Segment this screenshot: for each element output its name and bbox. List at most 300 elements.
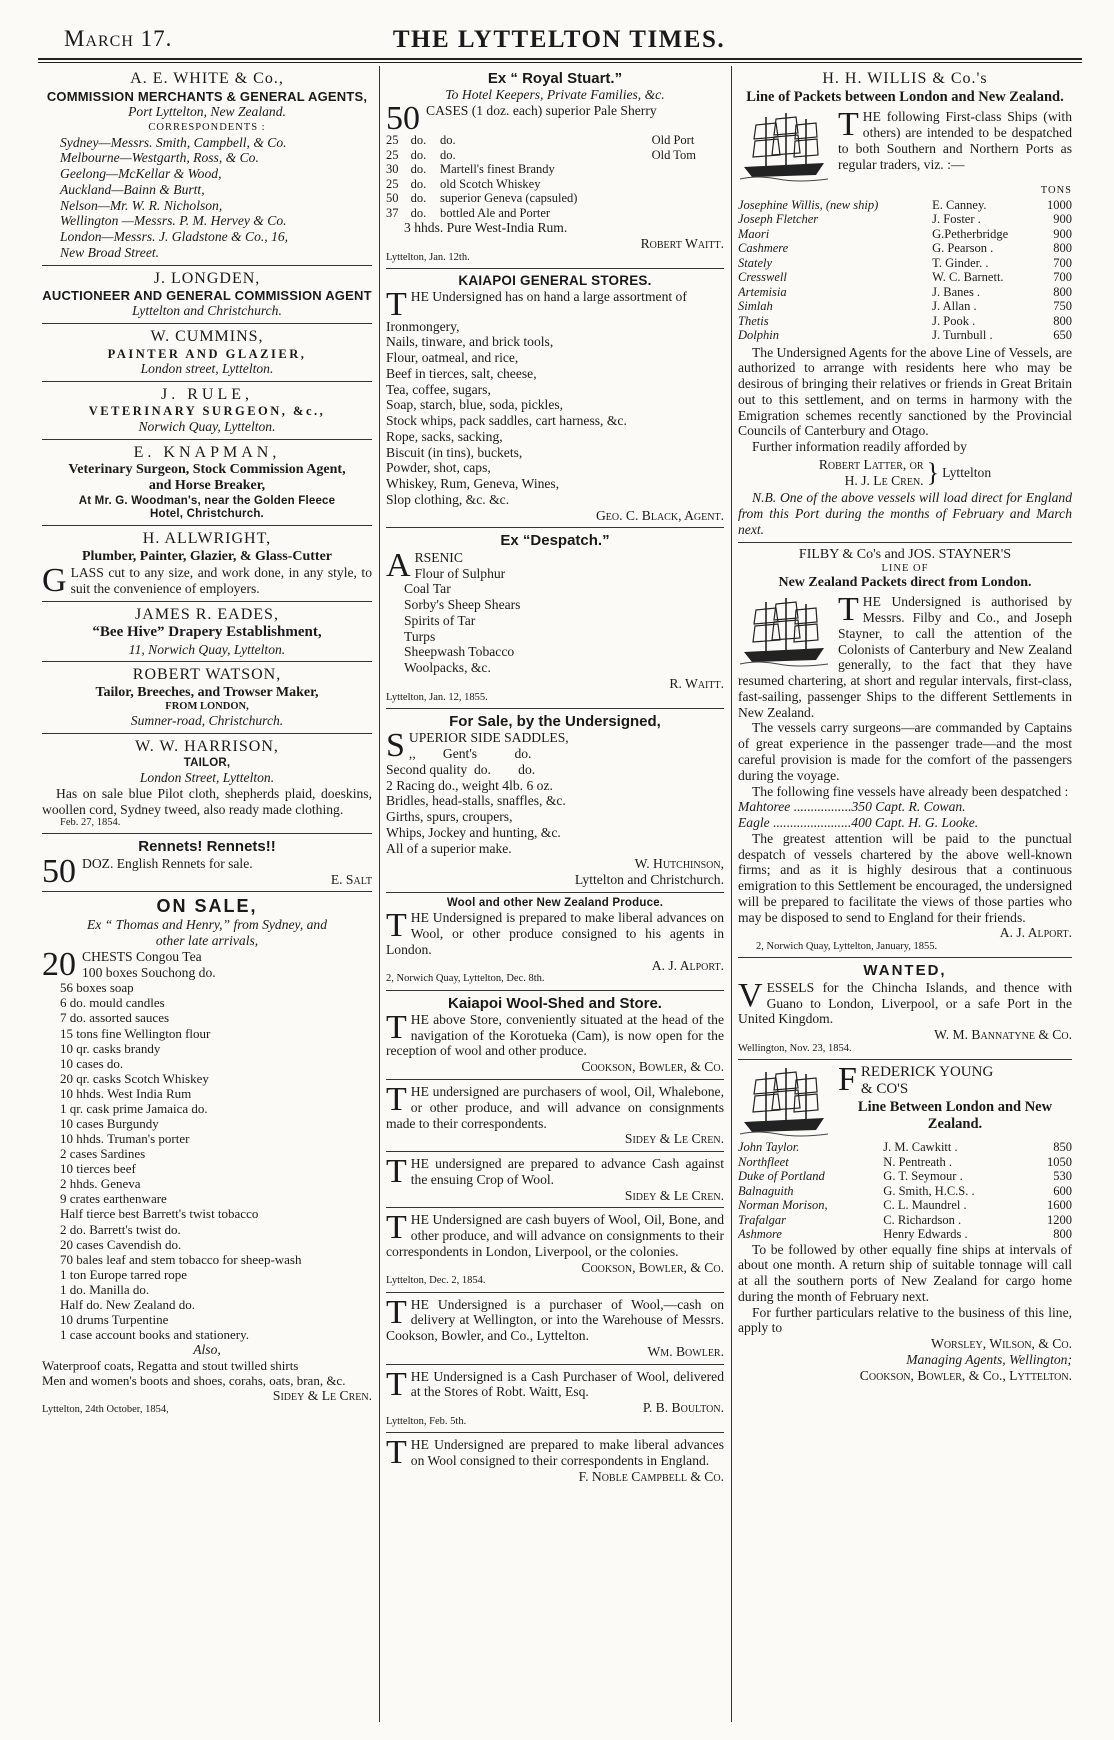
table-cell: G. Smith, H.C.S. . <box>883 1183 975 1198</box>
table-cell: 800 <box>1053 284 1072 299</box>
last-item: 3 hhds. Pure West-India Rum. <box>404 220 568 236</box>
advertiser-place: 11, Norwich Quay, Lyttelton. <box>128 641 286 657</box>
ad-body: HE Undersigned has on hand a large assortment of <box>410 288 687 304</box>
advertiser-place: London Street, Lyttelton. <box>139 769 275 785</box>
table-cell: T. Ginder. . <box>932 255 989 270</box>
advertiser-title-2: and Horse Breaker, <box>148 478 266 494</box>
table-cell: Old Tom <box>651 147 696 162</box>
also-label: Also, <box>193 1342 221 1358</box>
list-item: 1 qr. cask prime Jamaica do. <box>60 1100 208 1116</box>
table-cell: 25 <box>386 147 399 162</box>
drop-cap: T <box>838 591 859 629</box>
ad-signature-2: Cookson, Bowler, & Co., Lyttelton. <box>859 1367 1072 1383</box>
table-cell: Maori <box>738 226 770 241</box>
table-cell: J. Banes . <box>932 284 981 299</box>
ad-knapman <box>42 440 372 527</box>
list-item: Sydney—Messrs. Smith, Campbell, & Co. <box>60 134 287 150</box>
table-cell: J. M. Cawkitt . <box>883 1140 958 1154</box>
drop-cap: T <box>386 1365 407 1403</box>
list-item: Sorby's Sheep Shears <box>404 597 521 613</box>
ad-kaiapoi-stores <box>386 269 724 529</box>
ad-body-4: The greatest attention will be paid to the punctual despatch of vessels chartered by the above well-known firms; and as it is highly desirous that a continuous emigration to this Settlement be encouraged, the undersigned will be prepared to facilitate the views of those parties who may be disposed to send to England for their friends. <box>738 830 1072 925</box>
ad-subheading: Ex “ Thomas and Henry,” from Sydney, and <box>86 917 328 933</box>
masthead-rule-thin <box>38 62 1082 63</box>
table-cell: 25 <box>386 176 399 191</box>
ad-watson <box>42 662 372 734</box>
further-info: For further particulars relative to the business of this line, apply to <box>738 1304 1072 1336</box>
ad-heading: Kaiapoi Wool-Shed and Store. <box>448 994 662 1012</box>
ad-date: 2, Norwich Quay, Lyttelton, Dec. 8th. <box>386 973 545 985</box>
advertiser-origin: FROM LONDON, <box>165 701 249 713</box>
table-row <box>386 162 724 177</box>
advertiser-name-2: & CO'S <box>860 1081 909 1098</box>
ad-body: DOZ. English Rennets for sale. <box>82 855 253 871</box>
advertiser-title: VETERINARY SURGEON, &c., <box>88 404 326 419</box>
table-row <box>738 1227 1072 1242</box>
table-row <box>386 191 724 206</box>
table-cell: C. Richardson . <box>883 1212 962 1227</box>
table-cell: 800 <box>1053 241 1072 256</box>
ad-rule <box>42 382 372 440</box>
list-item: Nails, tinware, and brick tools, <box>386 334 554 350</box>
big-number: 50 <box>42 852 76 890</box>
table-row <box>738 1155 1072 1170</box>
list-item: Bridles, head-stalls, snaffles, &c. <box>386 793 566 809</box>
table-row <box>738 212 1072 227</box>
table-cell: 850 <box>1053 1140 1072 1154</box>
table-cell: N. Pentreath . <box>883 1154 953 1169</box>
drop-cap: T <box>386 1434 407 1472</box>
table-cell: Balnaguith <box>738 1183 794 1198</box>
advertiser-place: Port Lyttelton, New Zealand. <box>128 103 286 119</box>
list-item: 10 hhds. Truman's porter <box>60 1131 190 1147</box>
table-cell: 800 <box>1053 313 1072 328</box>
list-item: 6 do. mould candles <box>60 995 165 1011</box>
masthead <box>38 22 1080 52</box>
ad-heading: Rennets! Rennets!! <box>138 838 276 856</box>
ad-signature: A. J. Alport. <box>651 957 724 973</box>
drop-cap: T <box>386 1153 407 1191</box>
table-row <box>738 1140 1072 1155</box>
sailing-ship-icon <box>738 111 830 185</box>
list-item: Wellington —Messrs. P. M. Hervey & Co. <box>60 213 287 229</box>
ad-heading: Ex “ Royal Stuart.” <box>487 70 623 87</box>
correspondents-heading: CORRESPONDENTS : <box>148 122 266 134</box>
list-item: 10 qr. casks brandy <box>60 1040 161 1056</box>
ad-white <box>42 66 372 266</box>
agent-name: Robert Latter, or <box>818 456 924 472</box>
advertiser-name: J. RULE, <box>161 385 253 403</box>
ad-rennets <box>42 834 372 892</box>
list-item: 1 ton Europe tarred rope <box>60 1266 188 1282</box>
list-item: Second quality do. do. <box>386 761 536 777</box>
drop-cap: V <box>738 976 763 1014</box>
ad-signature: Cookson, Bowler, & Co. <box>581 1259 724 1275</box>
advertiser-name: ROBERT WATSON, <box>132 666 282 684</box>
advertiser-title: Line of Packets between London and New Zealand. <box>746 88 1064 105</box>
advertiser-title: PAINTER AND GLAZIER, <box>107 346 307 361</box>
table-cell: 50 <box>386 191 399 206</box>
ad-alport-wool <box>386 893 724 991</box>
ad-signature: Sidey & Le Cren. <box>624 1131 724 1147</box>
drop-cap: F <box>838 1061 857 1098</box>
advertiser-title: TAILOR, <box>183 756 231 769</box>
ad-body: HE Undersigned are prepared to make liberal advances on Wool consigned to their correspondents in England. <box>410 1437 724 1468</box>
table-cell: J. Foster . <box>932 212 981 227</box>
advertiser-place: Sumner-road, Christchurch. <box>130 713 284 729</box>
table-cell: Norman Morison, <box>738 1198 828 1212</box>
table-cell: John Taylor. <box>738 1140 800 1154</box>
drop-cap: T <box>386 1008 407 1046</box>
advertiser-title: Line Between London and New Zealand. <box>857 1098 1053 1132</box>
ad-title: New Zealand Packets direct from London. <box>778 575 1032 591</box>
ad-date: Lyttelton, Dec. 2, 1854. <box>386 1275 486 1287</box>
table-cell: J. Turnbull . <box>932 328 993 343</box>
ad-royal-stuart <box>386 66 724 269</box>
ad-heading: ON SALE, <box>156 896 258 917</box>
ad-signature: A. J. Alport. <box>999 925 1072 941</box>
ad-body: LASS cut to any size, and work done, in any style, to suit the convenience of employers. <box>70 565 372 596</box>
table-cell: bottled Ale and Porter <box>440 205 551 220</box>
ad-boulton <box>386 1365 724 1433</box>
goods-list <box>386 566 724 676</box>
column-1 <box>42 66 372 1730</box>
ad-heading: FILBY & Co's and JOS. STAYNER'S <box>798 546 1012 562</box>
table-cell: 900 <box>1053 212 1072 227</box>
issue-date: March 17. <box>64 26 173 51</box>
newspaper-title: THE LYTTELTON TIMES. <box>392 26 726 53</box>
ad-signature: Wm. Bowler. <box>647 1343 724 1359</box>
table-row <box>738 1169 1072 1184</box>
table-row <box>738 285 1072 300</box>
list-item: Turps <box>404 628 436 644</box>
table-row <box>738 328 1072 343</box>
list-item: 70 bales leaf and stem tobacco for sheep-wash <box>60 1251 302 1267</box>
table-cell: 700 <box>1053 255 1072 270</box>
ad-subheading-2: other late arrivals, <box>155 933 259 949</box>
drop-cap: T <box>386 1080 407 1118</box>
table-cell: old Scotch Whiskey <box>440 176 541 191</box>
ad-body: HE Undersigned are cash buyers of Wool, Oil, Bone, and other produce, and will advance on consignments to their correspondents in London, Liverpool, or the colonies. <box>386 1212 724 1259</box>
list-item: 2 Racing do., weight 4lb. 6 oz. <box>386 777 553 793</box>
ad-body-3: The following fine vessels have already been despatched : <box>752 783 1069 799</box>
advertiser-name: JAMES R. EADES, <box>135 605 279 623</box>
ad-heading: For Sale, by the Undersigned, <box>449 712 661 730</box>
ad-noble-campbell <box>386 1433 724 1488</box>
goods-table <box>386 133 724 220</box>
ad-heading: Wool and other New Zealand Produce. <box>446 896 664 909</box>
list-item: 10 tierces beef <box>60 1161 136 1177</box>
table-row <box>738 299 1072 314</box>
ad-signature: Worsley, Wilson, & Co. <box>930 1336 1072 1352</box>
table-cell: Simlah <box>738 299 773 314</box>
list-item: 1 case account books and stationery. <box>60 1327 250 1343</box>
list-item: London—Messrs. J. Gladstone & Co., 16, <box>60 229 289 245</box>
table-cell: Duke of Portland <box>738 1169 825 1183</box>
list-item: 7 do. assorted sauces <box>60 1010 170 1026</box>
table-cell: G.Petherbridge <box>932 226 1009 241</box>
ad-date: Feb. 27, 1854. <box>60 817 121 829</box>
list-item: All of a superior make. <box>386 840 512 856</box>
ad-filby <box>738 543 1072 959</box>
ad-willis: H. H. WILLIS & Co.'s Line of Packets between London and New Zealand. THE following First-class Ships (with others) are intended to be despatched to both Southern and Northern Ports as regular traders, viz. :— TONS Josephine Willis, (new ship) E. Canney. 1000 Joseph Fletcher J. Foster . 900 Maori G.Petherbridge 900 Cashmere G. Pearson . 800 Stately T. Ginder. . 700 Cresswell W. C. Barnett. 700 Artemisia J. Banes . 800 Simlah J. Allan . 750 Thetis J. Pook . 800 Dolphin J. Turnbull . 650 The Undersigned Agents for the above Line of Vessels, are authorized to arrange with residents here who may be desirous of bringing their relatives or friends in Great Britain out to this settlement, and on terms in harmony with the Emigration schemes recently sanctioned by the Provincial Councils of Canterbury and Otago. Further information readily afforded by Robert Latter, or H. J. Le Cren. } Lyttelton N.B. One of the above vessels will load direct for England from this Port during the months of February and March next. <box>738 66 1072 543</box>
list-item: Auckland—Bainn & Burtt, <box>60 181 205 197</box>
ad-harrison <box>42 734 372 834</box>
list-item: 56 boxes soap <box>60 980 134 996</box>
list-item: 10 cases Burgundy <box>60 1116 159 1132</box>
drop-cap: T <box>386 285 407 323</box>
advertiser-name: H. H. WILLIS & Co.'s <box>822 70 988 87</box>
drop-cap: G <box>42 562 67 600</box>
table-row <box>738 227 1072 242</box>
goods-list <box>386 319 724 508</box>
ad-signature: R. Waitt. <box>669 675 724 691</box>
drop-cap: T <box>386 1293 407 1331</box>
advertiser-place: Norwich Quay, Lyttelton. <box>138 418 276 434</box>
table-cell: 750 <box>1053 299 1072 314</box>
table-cell: 1600 <box>1047 1198 1072 1212</box>
ad-date: 2, Norwich Quay, Lyttelton, January, 1855. <box>756 941 938 953</box>
goods-list <box>386 746 724 856</box>
table-row <box>738 198 1072 213</box>
ad-heading: WANTED, <box>863 962 947 980</box>
table-cell: 1050 <box>1047 1154 1072 1169</box>
advertiser-name: W. W. HARRISON, <box>135 738 279 756</box>
ad-body-2: The vessels carry surgeons—are commanded by Captains of great experience in the passenger trade—and the most careful provision is made for the comfort of the passengers during the voyage. <box>738 720 1072 783</box>
advertiser-address: At Mr. G. Woodman's, near the Golden Fleece <box>78 494 336 507</box>
list-item: Ironmongery, <box>386 318 460 334</box>
table-cell: Joseph Fletcher <box>738 212 819 227</box>
list-item: 10 drums Turpentine <box>60 1312 169 1328</box>
table-cell: 650 <box>1053 328 1072 343</box>
table-cell: Cashmere <box>738 241 789 256</box>
ad-signature-role: Managing Agents, Wellington; <box>906 1351 1072 1367</box>
table-row <box>386 177 724 192</box>
list-item: Biscuit (in tins), buckets, <box>386 444 523 460</box>
ad-date: Lyttelton, 24th October, 1854, <box>42 1403 169 1415</box>
ad-signature: Sidey & Le Cren. <box>624 1187 724 1203</box>
list-item: New Broad Street. <box>60 244 160 260</box>
tons-header: TONS <box>1040 185 1072 197</box>
list-item: 20 cases Cavendish do. <box>60 1236 182 1252</box>
list-item: 10 cases do. <box>60 1055 124 1071</box>
ad-body: To be followed by other equally fine ships at intervals of about one month. A return ship of suitable tonnage will call at all the southern ports of New Zealand for cargo home during the month of February next. <box>738 1241 1072 1304</box>
table-cell: Old Port <box>651 133 695 148</box>
first-item: RSENIC <box>414 549 463 565</box>
advertiser-place: London street, Lyttelton. <box>140 361 274 377</box>
list-item: Melbourne—Westgarth, Ross, & Co. <box>60 150 259 166</box>
ad-signature: P. B. Boulton. <box>642 1400 724 1416</box>
table-cell: W. C. Barnett. <box>932 270 1004 285</box>
advertiser-title: Veterinary Surgeon, Stock Commission Agent, <box>68 462 346 478</box>
list-item: 2 hhds. Geneva <box>60 1176 141 1192</box>
table-cell: do. <box>410 191 427 206</box>
table-row <box>738 1198 1072 1213</box>
table-row <box>738 1213 1072 1228</box>
list-item: Half do. New Zealand do. <box>60 1296 196 1312</box>
ad-signature: Robert Waitt. <box>640 235 724 251</box>
table-cell: Stately <box>738 255 773 270</box>
list-item: Half tierce best Barrett's twist tobacco <box>60 1206 259 1222</box>
ad-signature: Geo. C. Black, Agent. <box>595 507 724 523</box>
column-3 <box>738 66 1072 1730</box>
first-item-2: 100 boxes Souchong do. <box>82 964 216 980</box>
table-cell: do. <box>410 147 427 162</box>
table-cell: Thetis <box>738 313 769 328</box>
table-cell: Artemisia <box>738 284 787 299</box>
table-cell: do. <box>410 205 427 220</box>
drop-cap: T <box>386 1209 407 1247</box>
table-cell: Josephine Willis, (new ship) <box>738 197 879 212</box>
ad-body: ESSELS for the Chincha Islands, and thence with Guano to London, Liverpool, or a safe Port in the United Kingdom. <box>738 979 1072 1027</box>
ad-body: HE Undersigned is prepared to make liberal advances on Wool, or other produce consigned to his agents in London. <box>386 910 724 957</box>
table-cell: E. Canney. <box>932 197 987 212</box>
ad-sidey-advance <box>386 1152 724 1208</box>
table-row <box>738 241 1072 256</box>
list-item: Tea, coffee, sugars, <box>386 381 491 397</box>
table-row <box>738 270 1072 285</box>
table-cell: 530 <box>1053 1169 1072 1183</box>
advertiser-name: A. E. WHITE & Co., <box>130 70 284 87</box>
table-cell: 30 <box>386 162 399 177</box>
table-cell: do. <box>440 147 456 162</box>
ad-body: HE above Store, conveniently situated at the head of the navigation of the Korotueka (Cam), is now open for the reception of wool and other produce. <box>386 1011 724 1059</box>
table-cell: Dolphin <box>738 328 779 343</box>
list-item: 9 crates earthenware <box>60 1191 167 1207</box>
table-cell: 600 <box>1053 1183 1072 1198</box>
list-item: 20 qr. casks Scotch Whiskey <box>60 1070 209 1086</box>
table-cell: 37 <box>386 205 399 220</box>
ad-body: HE Undersigned is a Cash Purchaser of Wool, delivered at the Stores of Robt. Waitt, Esq. <box>410 1368 724 1400</box>
advertiser-title: Tailor, Breeches, and Trowser Maker, <box>95 684 319 700</box>
table-cell: Martell's finest Brandy <box>440 162 555 177</box>
table-cell <box>652 206 724 221</box>
table-cell: Cresswell <box>738 270 787 285</box>
ship-table <box>738 198 1072 343</box>
ad-woolshed <box>386 991 724 1080</box>
ad-date: Lyttelton, Feb. 5th. <box>386 1415 467 1427</box>
ad-sidey-purchasers <box>386 1080 724 1152</box>
table-row <box>738 1184 1072 1199</box>
advertiser-name: W. CUMMINS, <box>150 328 264 346</box>
first-item: UPERIOR SIDE SADDLES, <box>408 730 569 746</box>
table-cell: G. T. Seymour . <box>883 1169 963 1183</box>
list-item: Beef in tierces, salt, cheese, <box>386 365 537 381</box>
ad-signature: E. Salt <box>330 871 372 887</box>
table-row <box>386 133 724 148</box>
ad-body: HE following First-class Ships (with others) are intended to be despatched to both Southern and Northern Ports as regular traders, viz. :— <box>838 109 1072 172</box>
ad-signature: W. Hutchinson, <box>634 856 724 872</box>
column-divider <box>379 66 380 1722</box>
advertiser-place: Lyttelton and Christchurch. <box>132 303 282 319</box>
list-item: Soap, starch, blue, soda, pickles, <box>386 397 564 413</box>
table-cell <box>652 191 724 206</box>
ad-saddles <box>386 709 724 893</box>
first-item: CHESTS Congou Tea <box>82 948 202 964</box>
table-cell <box>652 162 724 177</box>
ad-wanted <box>738 958 1072 1060</box>
ad-signature: Sidey & Le Cren. <box>272 1388 372 1404</box>
ad-body: HE Undersigned is authorised by Messrs. Filby and Co., and Joseph Stayner, to call the attention of the Colonists of Canterbury and New Zealand generally, to the fact that they have resumed chartering, at short and regular intervals, first-class, fast-sailing, passenger Ships to the different Settlements in New Zealand. <box>738 594 1072 720</box>
list-item: Geelong—McKellar & Wood, <box>60 166 222 182</box>
advertiser-name: H. ALLWRIGHT, <box>142 530 272 548</box>
sailing-ship-icon <box>738 596 830 670</box>
masthead-rule <box>38 58 1082 60</box>
list-item: Spirits of Tar <box>404 612 476 628</box>
list-item: Flour, oatmeal, and rice, <box>386 350 519 366</box>
drop-cap: T <box>386 907 407 945</box>
list-item: 15 tons fine Wellington flour <box>60 1025 211 1041</box>
ad-subheading: To Hotel Keepers, Private Families, &c. <box>445 87 665 103</box>
ad-date: Wellington, Nov. 23, 1854. <box>738 1042 852 1054</box>
advertiser-name: E. KNAPMAN, <box>133 443 281 461</box>
advertiser-title: COMMISSION MERCHANTS & GENERAL AGENTS, <box>46 88 368 104</box>
line-of-label: LINE OF <box>881 562 929 574</box>
table-cell: 900 <box>1053 226 1072 241</box>
table-row <box>386 148 724 163</box>
table-cell: superior Geneva (capsuled) <box>440 191 578 206</box>
list-item: Coal Tar <box>404 581 451 597</box>
table-cell: Trafalgar <box>738 1212 786 1227</box>
ad-allwright <box>42 526 372 601</box>
table-cell: Northfleet <box>738 1154 789 1169</box>
ad-signature: Cookson, Bowler, & Co. <box>581 1059 724 1075</box>
table-cell <box>652 177 724 192</box>
list-item: 2 do. Barrett's twist do. <box>60 1221 181 1237</box>
goods-list <box>42 980 372 1342</box>
table-row <box>386 206 724 221</box>
ad-date: Lyttelton, Jan. 12, 1855. <box>386 691 488 703</box>
table-row <box>738 256 1072 271</box>
list-item: Rope, sacks, sacking, <box>386 428 503 444</box>
ship-line-2: Eagle .......................400 Capt. H. G. Looke. <box>738 815 979 831</box>
advertiser-name: J. LONGDEN, <box>153 269 261 287</box>
list-item: Nelson—Mr. W. R. Nicholson, <box>60 197 223 213</box>
nota-bene: N.B. One of the above vessels will load direct for England from this Port during the months of February and March next. <box>738 490 1072 537</box>
ad-signature-place: Lyttelton and Christchurch. <box>574 872 724 888</box>
list-item: Stock whips, pack saddles, cart harness, &c. <box>386 413 627 429</box>
list-item: ,, Gent's do. <box>408 746 532 762</box>
list-item: Powder, shot, caps, <box>386 460 491 476</box>
ad-body: Has on sale blue Pilot cloth, shepherds plaid, doeskins, woollen cord, Sydney tweed, also ready made clothing. <box>42 785 372 817</box>
advertiser-title: “Bee Hive” Drapery Establishment, <box>92 624 322 641</box>
advertiser-name: REDERICK YOUNG <box>860 1064 994 1080</box>
advertiser-title: AUCTIONEER AND GENERAL COMMISSION AGENT <box>42 288 372 304</box>
ship-table <box>738 1140 1072 1242</box>
ad-cookson-buyers <box>386 1208 724 1292</box>
also-goods-list <box>42 1358 372 1388</box>
table-cell: J. Pook . <box>932 313 976 328</box>
big-number: 20 <box>42 945 76 983</box>
ad-date: Lyttelton, Jan. 12th. <box>386 251 470 263</box>
ad-bowler <box>386 1293 724 1365</box>
list-item: Waterproof coats, Regatta and stout twilled shirts <box>42 1357 299 1373</box>
table-cell: J. Allan . <box>932 299 977 314</box>
ad-heading: Ex “Despatch.” <box>500 532 610 550</box>
table-cell: do. <box>410 176 427 191</box>
ad-longden <box>42 266 372 324</box>
list-item: Men and women's boots and shoes, corahs, oats, bran, &c. <box>42 1373 346 1389</box>
list-item: 10 hhds. West India Rum <box>60 1085 192 1101</box>
further-info: Further information readily afforded by <box>752 439 967 455</box>
ad-heading: KAIAPOI GENERAL STORES. <box>458 272 652 288</box>
ad-body-2: The Undersigned Agents for the above Line of Vessels, are authorized to arrange with residents here who may be desirous of bringing their relatives or friends in Great Britain out to this settlement, and on terms in harmony with the Emigration schemes recently sanctioned by the Provincial Councils of Canterbury and Otago. <box>738 344 1072 439</box>
ad-body: HE undersigned are prepared to advance Cash against the ensuing Crop of Wool. <box>410 1156 724 1187</box>
list-item: Girths, spurs, croupers, <box>386 809 513 825</box>
table-cell: 1200 <box>1047 1212 1072 1227</box>
ad-onsale <box>42 892 372 1420</box>
first-item: CASES (1 doz. each) superior Pale Sherry <box>426 103 657 119</box>
